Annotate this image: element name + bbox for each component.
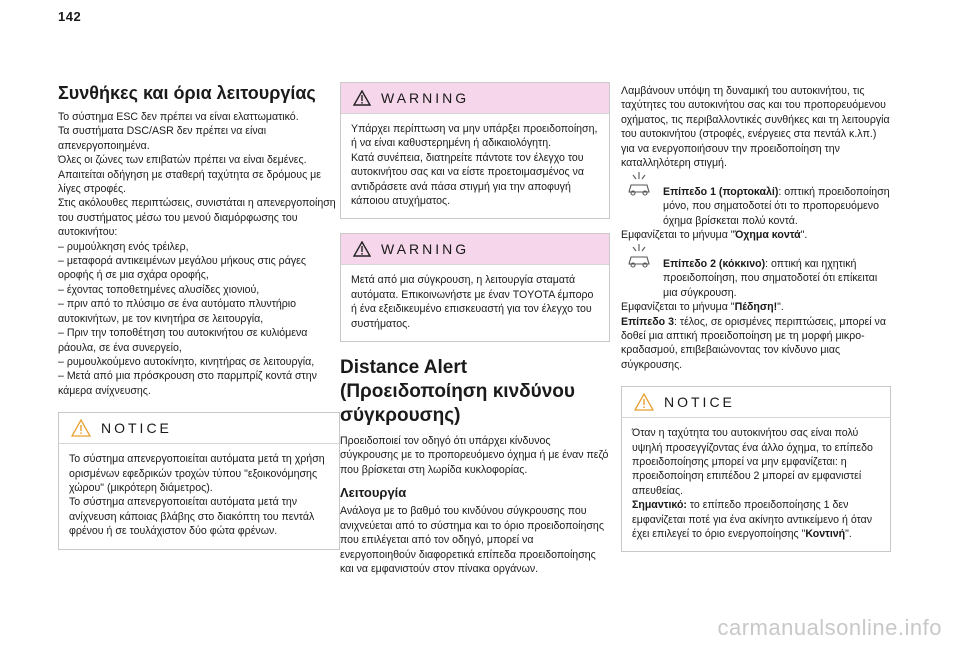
notice-icon bbox=[71, 419, 91, 437]
notice-note: Σημαντικό: το επίπεδο προειδοποίησης 1 δεν εμφανίζεται ποτέ για ένα ακίνητο αντικείμενο ή όταν έχει επιλεγεί το όριο ενεργοποίησης "Κοντινή". bbox=[632, 499, 873, 540]
warning-box-2 bbox=[340, 233, 610, 342]
warning-title-1: WARNING bbox=[381, 90, 470, 106]
section-title-distance-alert: Distance Alert (Προειδοποίηση κινδύνου σύγκρουσης) bbox=[340, 357, 575, 427]
warning-body-2: Μετά από μια σύγκρουση, η λειτουργία σταματά αυτόματα. Επικοινωνήστε με έναν TOYOTA έμπορο ή ένα εξειδικευμένο επισκευαστή για τον έλεγχο του συστήματος. bbox=[351, 274, 594, 330]
level-3-text-block bbox=[621, 315, 891, 373]
level-3-text: : τέλος, σε ορισμένες περιπτώσεις, μπορεί να δοθεί μια απτική προειδοποίηση με τη μορφή μικρο-κραδασμού, επιβεβαιώνοντας τον κίνδυνο μιας σύγκρουσης. bbox=[621, 315, 886, 371]
warning-icon bbox=[353, 90, 371, 106]
warning-header-1 bbox=[341, 83, 609, 114]
warning-icon bbox=[353, 241, 371, 257]
notice-title-right: NOTICE bbox=[664, 394, 735, 411]
watermark: carmanualsonline.info bbox=[717, 615, 942, 640]
warning-title-2: WARNING bbox=[381, 241, 470, 258]
level-2-message: Εμφανίζεται το μήνυμα "Πέδηση!". bbox=[621, 301, 784, 314]
notice-box-right bbox=[621, 386, 891, 552]
notice-body: Το σύστημα απενεργοποιείται αυτόματα μετά τη χρήση ορισμένων εφεδρικών τροχών τύπου "εξοικονόμησης χώρου" (μικρότερη διάμετρος). Το σύστημα απενεργοποιείται αυτόματα μετά την ανίχνευση κάποιας βλάβης στο διακόπτη του πεντάλ φρένου ή σε τουλάχιστον δύο φώτα φρένων. bbox=[69, 453, 325, 538]
level-1-row bbox=[621, 170, 891, 228]
collision-alert-icon bbox=[621, 170, 657, 198]
column-middle bbox=[340, 82, 610, 576]
level-2-label: Επίπεδο 2 (κόκκινο) bbox=[663, 257, 766, 270]
levels-intro: Λαμβάνουν υπόψη τη δυναμική του αυτοκινήτου, τις ταχύτητες του αυτοκινήτου σας και του προπορευόμενου οχήματος, τις περιβαλλοντικές συνθήκες και τη λειτουργία του αυτοκινήτου (στροφές, ενέργειες στα πεντάλ κ.λπ.) για να ενεργοποιήσουν την προειδοποίηση την καταλληλότερη στιγμή. bbox=[621, 85, 890, 170]
page-number: 142 bbox=[58, 9, 82, 24]
notice-header bbox=[59, 413, 339, 444]
section-title-conditions: Συνθήκες και όρια λειτουργίας bbox=[58, 83, 316, 103]
notice-title: NOTICE bbox=[101, 420, 172, 437]
notice-icon bbox=[634, 393, 654, 411]
column-left bbox=[58, 82, 340, 564]
subsection-title-operation: Λειτουργία bbox=[340, 485, 407, 501]
notice-body-right: Όταν η ταχύτητα του αυτοκινήτου σας είναι πολύ υψηλή προσεγγίζοντας ένα άλλο όχημα, το επίπεδο προειδοποίησης μπορεί να μην εμφανίζεται: η προειδοποίηση επιπέδου 2 μπορεί αν εμφανιστεί απευθείας. bbox=[632, 427, 873, 497]
level-1-message: Εμφανίζεται το μήνυμα "Όχημα κοντά". bbox=[621, 229, 808, 242]
warning-box-1 bbox=[340, 82, 610, 219]
level-3-label: Επίπεδο 3 bbox=[621, 315, 674, 328]
level-2-row bbox=[621, 242, 891, 300]
warning-body-1: Υπάρχει περίπτωση να μην υπάρξει προειδοποίηση, ή να είναι καθυστερημένη ή αδικαιολόγητη. Κατά συνέπεια, διατηρείτε πάντοτε τον έλεγχο του αυτοκινήτου σας και να είστε προετοιμασμένος να αντιδράσετε ανά πάσα στιγμή για την αποφυγή κάποιου ατυχήματος. bbox=[351, 123, 598, 208]
operation-body: Ανάλογα με το βαθμό του κινδύνου σύγκρουσης που ανιχνεύεται από το σύστημα και το όριο προειδοποίησης που επιλέγεται από τον οδηγό, μπορεί να ενεργοποιηθούν διαφορετικά επίπεδα προειδοποίησης και να εμφανιστούν στον πίνακα οργάνων. bbox=[340, 505, 604, 575]
level-1-text: : οπτική προειδοποίηση μόνο, που σηματοδοτεί ότι το προπορευόμενο όχημα βρίσκεται πολύ κοντά. bbox=[663, 185, 890, 227]
notice-header-right bbox=[622, 387, 890, 418]
notice-box-left bbox=[58, 412, 340, 549]
collision-alert-icon bbox=[621, 242, 657, 270]
level-2-text: : οπτική και ηχητική προειδοποίηση, που σηματοδοτεί ότι επίκειται μια σύγκρουση. bbox=[663, 257, 878, 299]
column-right bbox=[621, 84, 891, 566]
level-1-label: Επίπεδο 1 (πορτοκαλί) bbox=[663, 185, 779, 198]
warning-header-2 bbox=[341, 234, 609, 265]
conditions-body: Το σύστημα ESC δεν πρέπει να είναι ελαττωματικό. Τα συστήματα DSC/ASR δεν πρέπει να είναι απενεργοποιημένα. Όλες οι ζώνες των επιβατών πρέπει να είναι δεμένες. Απαιτείται οδήγηση με σταθερή ταχύτητα σε δρόμους με λίγες στροφές. Στις ακόλουθες περιπτώσεις, συνιστάται η απενεργοποίηση του συστήματος μέσω του μενού διαμόρφωσης του αυτοκινήτου: – ρυμούλκηση ενός τρέιλερ, – μεταφορά αντικειμένων μεγάλου μήκους στις ράγες οροφής ή σε μια σχάρα οροφής, – έχοντας τοποθετημένες αλυσίδες χιονιού, – πριν από το πλύσιμο σε ένα αυτόματο πλυντήριο αυτοκινήτων, με τον κινητήρα σε λειτουργία, – Πριν την τοποθέτηση του αυτοκινήτου σε κυλιόμενα ράουλα, σε ένα συνεργείο, – ρυμουλκούμενο αυτοκίνητο, κινητήρας σε λειτουργία, – Μετά από μια πρόσκρουση στο παρμπρίζ κοντά στην κάμερα ανίχνευσης. bbox=[58, 111, 336, 397]
distance-alert-body: Προειδοποιεί τον οδηγό ότι υπάρχει κίνδυνος σύγκρουσης με το προπορευόμενο όχημα ή με έναν πεζό που βρίσκεται στη λωρίδα κυκλοφορίας. bbox=[340, 435, 609, 476]
